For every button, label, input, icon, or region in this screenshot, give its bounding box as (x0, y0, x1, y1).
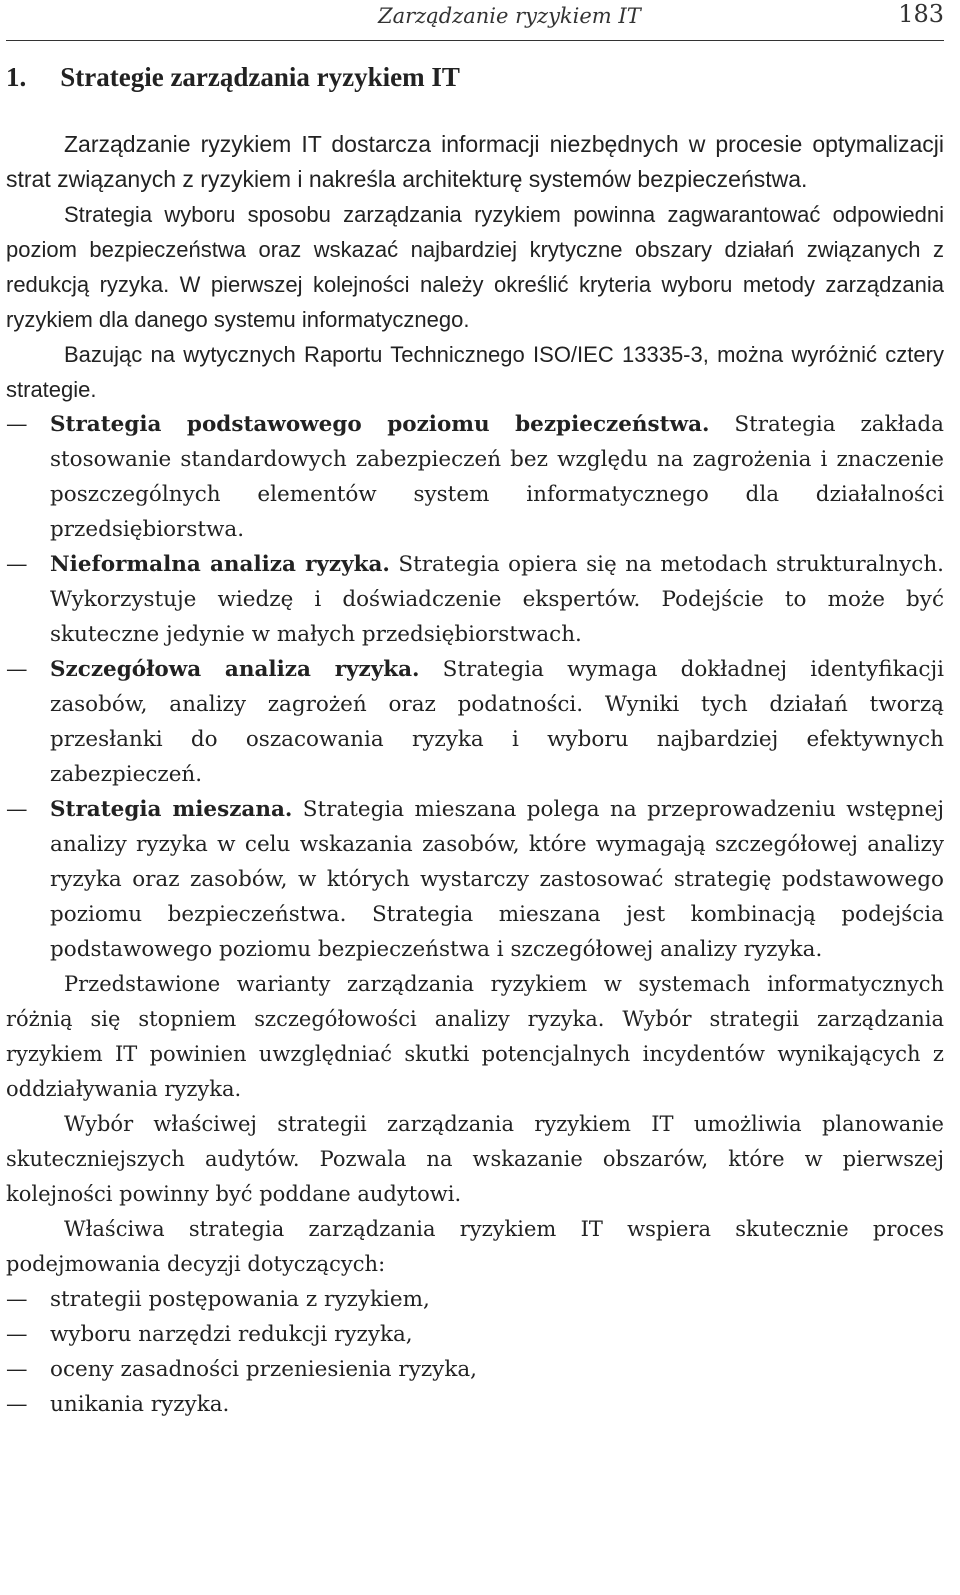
dash-bullet: — (6, 657, 28, 682)
list-item-text: Strategia wymaga dokładnej identyfikacji zasobów, analizy zagrożeń oraz podatności. Wyniki tych działań tworzą przesłanki do oszacowania ryzyka i wyboru najbardziej efektywnych zabezpieczeń. (50, 657, 944, 787)
paragraph-intro: Zarządzanie ryzykiem IT dostarcza informacji niezbędnych w procesie optymalizacji strat związanych z ryzykiem i nakreśla architekturę systemów bezpieczeństwa. (6, 131, 944, 192)
paragraph-iso-reference: Bazując na wytycznych Raportu Technicznego ISO/IEC 13335-3, można wyróżnić cztery strategie. (6, 342, 944, 402)
list-item-text: oceny zasadności przeniesienia ryzyka, (50, 1357, 477, 1382)
dash-bullet: — (6, 552, 28, 577)
body-text (6, 127, 944, 1422)
list-item (6, 1387, 944, 1422)
running-header (6, 0, 944, 41)
list-item-text: unikania ryzyka. (50, 1392, 230, 1417)
decision-list (6, 1282, 944, 1422)
paragraph-variants: Przedstawione warianty zarządzania ryzykiem w systemach informatycznych różnią się stopniem szczegółowości analizy ryzyka. Wybór strategii zarządzania ryzykiem IT powinien uwzględniać skutki potencjalnych incydentów wynikających z oddziaływania ryzyka. (6, 972, 944, 1101)
list-item-text: Strategia mieszana polega na przeprowadzeniu wstępnej analizy ryzyka w celu wskazania zasobów, które wymagają szczegółowej analizy ryzyka oraz zasobów, w których wystarczy zastosować strategię podstawowego poziomu bezpieczeństwa. Strategia mieszana jest kombinacją podejścia podstawowego poziomu bezpieczeństwa i szczegółowej analizy ryzyka. (50, 797, 944, 962)
dash-bullet: — (6, 1392, 28, 1417)
dash-bullet: — (6, 1322, 28, 1347)
section-number: 1. (6, 62, 27, 92)
paragraph-decisions: Właściwa strategia zarządzania ryzykiem IT wspiera skutecznie proces podejmowania decyzji dotyczących: (6, 1217, 944, 1276)
paragraph-strategy-choice: Strategia wyboru sposobu zarządzania ryzykiem powinna zagwarantować odpowiedni poziom bezpieczeństwa oraz wskazać najbardziej krytyczne obszary działań związanych z redukcją ryzyka. W pierwszej kolejności należy określić kryteria wyboru metody zarządzania ryzykiem dla danego systemu informatycznego. (6, 202, 944, 332)
list-item (6, 1352, 944, 1387)
list-item (6, 407, 944, 547)
list-item (6, 1317, 944, 1352)
paragraph-audits: Wybór właściwej strategii zarządzania ryzykiem IT umożliwia planowanie skuteczniejszych audytów. Pozwala na wskazanie obszarów, które w pierwszej kolejności powinny być poddane audytowi. (6, 1112, 944, 1206)
list-item-term: Strategia podstawowego poziomu bezpieczeństwa. (50, 412, 710, 437)
list-item (6, 792, 944, 967)
list-item (6, 547, 944, 652)
list-item (6, 652, 944, 792)
section-heading (6, 62, 460, 93)
list-item-term: Nieformalna analiza ryzyka. (50, 552, 390, 577)
list-item-text: wyboru narzędzi redukcji ryzyka, (50, 1322, 413, 1347)
section-title: Strategie zarządzania ryzykiem IT (60, 62, 460, 92)
running-title: Zarządzanie ryzykiem IT (378, 4, 641, 28)
dash-bullet: — (6, 1287, 28, 1312)
list-item-text: strategii postępowania z ryzykiem, (50, 1287, 430, 1312)
list-item (6, 1282, 944, 1317)
list-item-text: Strategia opiera się na metodach strukturalnych. Wykorzystuje wiedzę i doświadczenie ekspertów. Podejście to może być skuteczne jedynie w małych przedsiębiorstwach. (50, 552, 945, 647)
dash-bullet: — (6, 797, 28, 822)
strategy-list (6, 407, 944, 967)
page-number: 183 (898, 0, 944, 28)
list-item-term: Strategia mieszana. (50, 797, 293, 822)
dash-bullet: — (6, 1357, 28, 1382)
list-item-term: Szczegółowa analiza ryzyka. (50, 657, 420, 682)
list-item-text: Strategia zakłada stosowanie standardowych zabezpieczeń bez względu na zagrożenia i znaczenie poszczególnych elementów system informatycznego dla działalności przedsiębiorstwa. (50, 412, 944, 542)
dash-bullet: — (6, 412, 28, 437)
